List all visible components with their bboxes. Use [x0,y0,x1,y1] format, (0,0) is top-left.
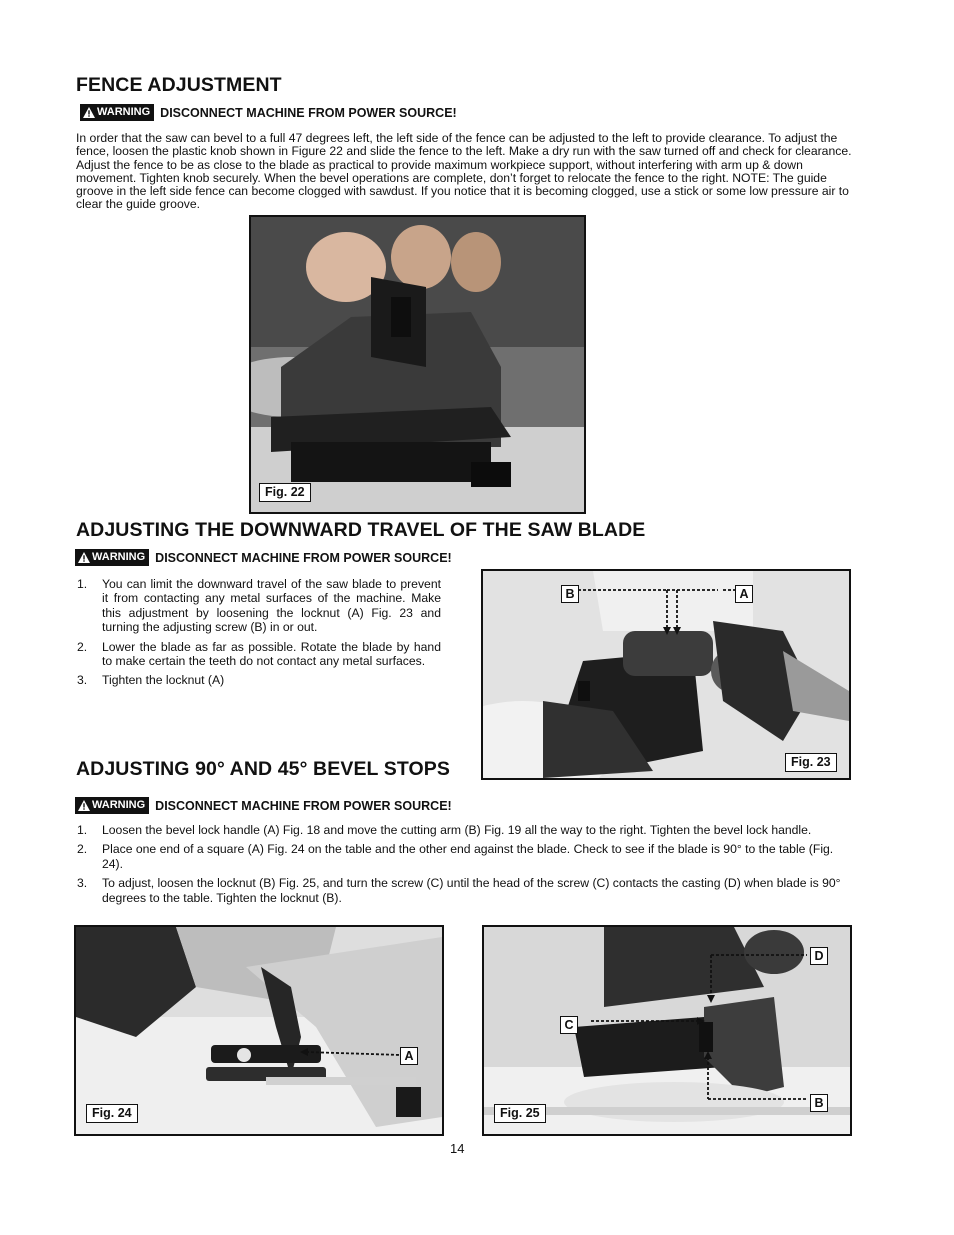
callout-b: B [561,585,579,603]
fig-23-label: Fig. 23 [785,753,837,772]
list-item: 3. Tighten the locknut (A) [77,673,225,688]
figure-22 [249,215,586,514]
fig-24-label: Fig. 24 [86,1104,138,1123]
section-title-fence-adjustment: FENCE ADJUSTMENT [76,74,282,96]
callout-a: A [400,1047,418,1065]
section-title-downward-travel: ADJUSTING THE DOWNWARD TRAVEL OF THE SAW BLADE [76,519,646,541]
figure-24 [74,925,444,1136]
bevel-stop-screw-photo [484,927,850,1134]
warning-badge-label: WARNING [92,799,146,811]
downward-steps-list [75,577,441,693]
section-title-bevel-stops: ADJUSTING 90° AND 45° BEVEL STOPS [76,758,450,780]
warning-triangle-icon [78,800,90,811]
square-against-blade-photo [76,927,442,1134]
callout-a: A [735,585,753,603]
warning-badge-label: WARNING [92,551,146,563]
warning-badge-label: WARNING [97,106,151,118]
warning-triangle-icon [83,107,95,118]
figure-25 [482,925,852,1136]
fence-body-text: In order that the saw can bevel to a full 47 degrees left, the left side of the fence can be adjusted to the left to provide clearance. To adjust the fence, loosen the plastic knob shown in Figure 22 and slide the fence to the left. Make a dry run with the saw turned off and check for clearance. Adjust the fence to be as close to the blade as practical to provide maximum workpiece support, without interfering with arm up & down movement. Tighten knob securely. When the bevel operations are complete, don’t forget to relocate the fence to the right. NOTE: The guide groove in the left side fence can become clogged with sawdust. If you notice that it is becoming clogged, use a stick or some low pressure air to clear the guide groove. [76,131,852,212]
warning-row [80,104,457,121]
bevel-steps-list [75,823,850,910]
list-item: 1. You can limit the downward travel of the saw blade to prevent it from contacting any metal surfaces of the machine. Make this adjustment by loosening the locknut (A) Fig. 23 and turning the adjusting screw (B) in or out. [77,577,441,635]
callout-c: C [560,1016,578,1034]
callout-d: D [810,947,828,965]
warning-row [75,549,452,566]
warning-text: DISCONNECT MACHINE FROM POWER SOURCE! [155,550,452,565]
warning-badge [75,549,149,566]
warning-badge [80,104,154,121]
warning-text: DISCONNECT MACHINE FROM POWER SOURCE! [160,105,457,120]
callout-b: B [810,1094,828,1112]
locknut-screw-photo [483,571,849,778]
warning-triangle-icon [78,552,90,563]
fig-22-label: Fig. 22 [259,483,311,502]
warning-badge [75,797,149,814]
page-number: 14 [450,1141,465,1156]
warning-text: DISCONNECT MACHINE FROM POWER SOURCE! [155,798,452,813]
list-item: 2. Lower the blade as far as possible. Rotate the blade by hand to make certain the teeth do not contact any metal surfaces. [77,639,441,669]
warning-row [75,797,452,814]
list-item: 1. Loosen the bevel lock handle (A) Fig. 18 and move the cutting arm (B) Fig. 19 all the way to the right. Tighten the bevel lock handle. [77,823,812,837]
fence-knob-photo [251,217,584,512]
list-item: 2. Place one end of a square (A) Fig. 24 on the table and the other end against the blade. Check to see if the blade is 90° to the table (Fig. 24). [77,842,834,871]
fig-25-label: Fig. 25 [494,1104,546,1123]
figure-23 [481,569,851,780]
list-item: 3. To adjust, loosen the locknut (B) Fig. 25, and turn the screw (C) until the head of the screw (C) contacts the casting (D) when blade is 90° degrees to the table. Tighten the locknut (B). [77,876,841,905]
